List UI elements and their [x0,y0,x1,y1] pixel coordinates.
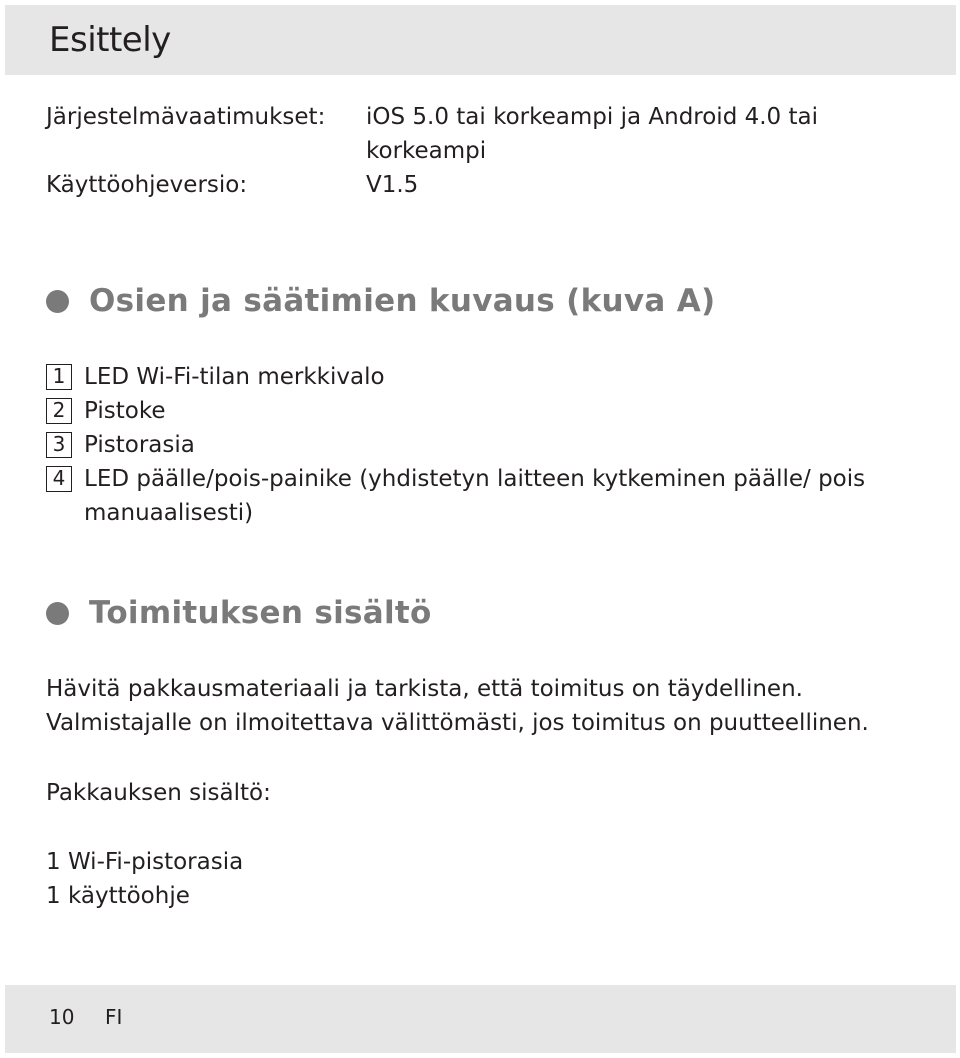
list-item [46,428,906,462]
page-number: 10 [49,1005,75,1029]
requirement-value: iOS 5.0 tai korkeampi ja Android 4.0 tai korkeampi [366,104,819,164]
parts-section-heading [46,283,716,319]
part-label: Pistoke [84,398,166,424]
delivery-instructions: Hävitä pakkausmateriaali ja tarkista, että toimitus on täydellinen. Valmistajalle on ilmoitettava välittömästi, jos toimitus on puutteellinen. [46,676,869,736]
section-heading-text: Osien ja säätimien kuvaus (kuva A) [89,283,716,319]
requirement-label: Järjestelmävaatimukset: [46,104,326,130]
requirement-row-system [46,100,906,168]
section-heading-text: Toimituksen sisältö [89,595,432,631]
part-number-box: 2 [46,398,72,424]
parts-list [46,360,906,530]
part-label: Pistorasia [84,432,195,458]
part-label: LED päälle/pois-painike (yhdistetyn laitteen kytkeminen päälle/ pois manuaalisesti) [84,466,866,526]
package-contents-list [46,845,926,913]
bullet-icon [46,602,69,625]
list-item: 1 käyttöohje [46,883,190,909]
list-item [46,394,906,428]
part-number-box: 4 [46,466,72,492]
list-item [46,360,906,394]
header-band [5,5,956,75]
requirement-label: Käyttöohjeversio: [46,172,248,198]
package-contents-label: Pakkauksen sisältö: [46,780,271,806]
part-label: LED Wi-Fi-tilan merkkivalo [84,364,385,390]
part-number-box: 3 [46,432,72,458]
footer-band [5,985,956,1053]
part-number-box: 1 [46,364,72,390]
page-title: Esittely [49,20,171,60]
system-requirements [46,100,906,202]
requirement-value: V1.5 [366,172,419,198]
requirement-row-version [46,168,906,202]
bullet-icon [46,290,69,313]
list-item: 1 Wi-Fi-pistorasia [46,849,244,875]
list-item [46,462,906,530]
delivery-section-heading [46,595,432,631]
language-code: FI [105,1005,123,1029]
